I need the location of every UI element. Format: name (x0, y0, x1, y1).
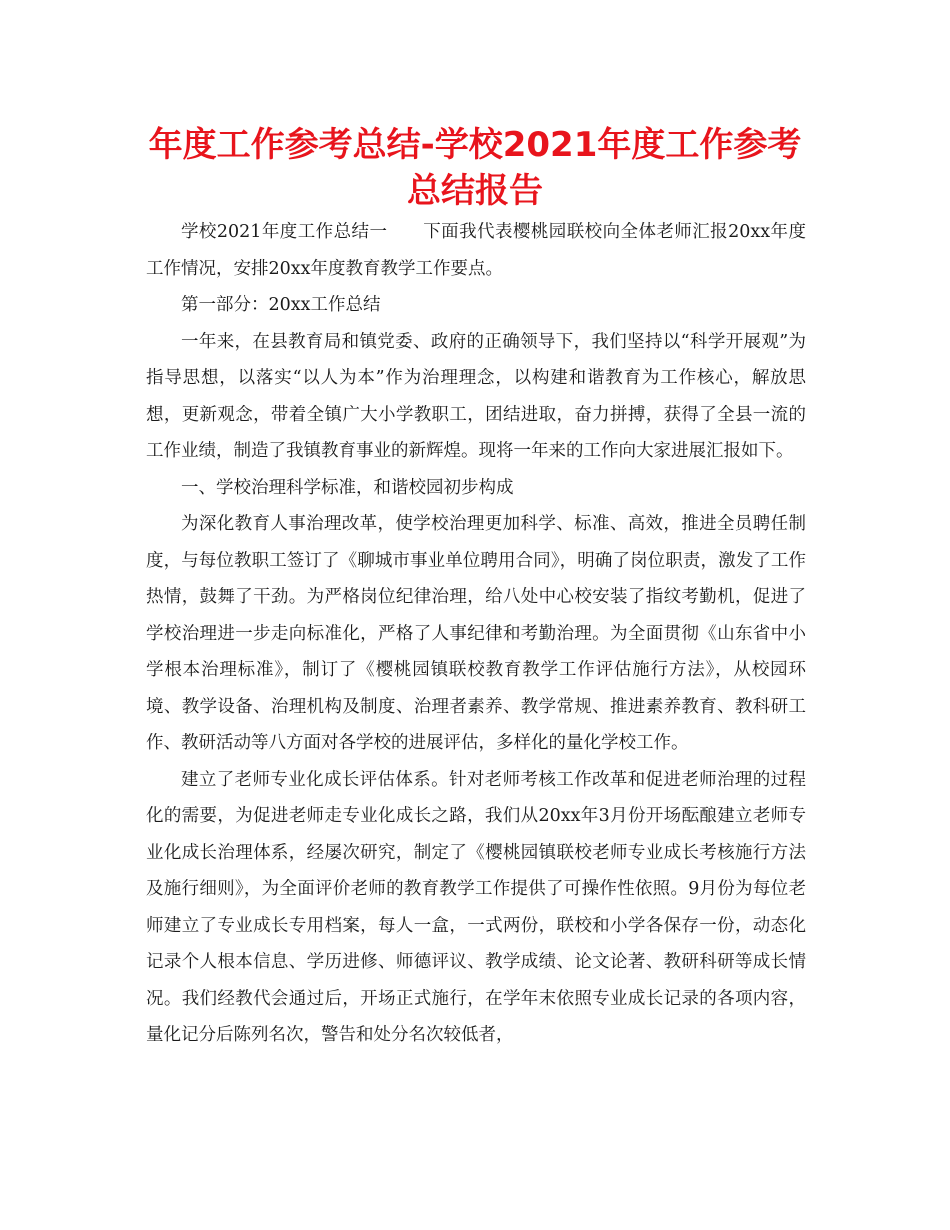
paragraph-teacher-evaluation: 建立了老师专业化成长评估体系。针对老师考核工作改革和促进老师治理的过程化的需要，为促进老师走专业化成长之路，我们从20xx年3月份开场酝酿建立老师专业化成长治理体系，经屡次研究，制定了《樱桃园镇联校老师专业成长考核施行方法及施行细则》，为全面评价老师的教育教学工作提供了可操作性依照。9月份为每位老师建立了专业成长专用档案，每人一盒，一式两份，联校和小学各保存一份，动态化记录个人根本信息、学历进修、师德评议、教学成绩、论文论著、教研科研等成长情况。我们经教代会通过后，开场正式施行，在学年末依照专业成长记录的各项内容，量化记分后陈列名次，警告和处分名次较低者， (146, 769, 806, 1045)
paragraph-section-one-heading: 一、学校治理科学标准，和谐校园初步构成 (181, 477, 514, 498)
paragraph-intro: 学校2021年度工作总结一 下面我代表樱桃园联校向全体老师汇报20xx年度工作情况，安排20xx年度教育教学工作要点。 (146, 222, 806, 279)
document-body (146, 214, 806, 1054)
paragraph-overview: 一年来，在县教育局和镇党委、政府的正确领导下，我们坚持以“科学开展观”为指导思想，以落实“以人为本”作为治理理念，以构建和谐教育为工作核心，解放思想，更新观念，带着全镇广大小学教职工，团结进取，奋力拼搏，获得了全县一流的工作业绩，制造了我镇教育事业的新辉煌。现将一年来的工作向大家进展汇报如下。 (146, 331, 806, 461)
document-title: 年度工作参考总结-学校2021年度工作参考总结报告 (148, 125, 802, 211)
paragraph-part-one-heading: 第一部分：20xx工作总结 (181, 295, 381, 315)
paragraph-management-reform: 为深化教育人事治理改革，使学校治理更加科学、标准、高效，推进全员聘任制度，与每位教职工签订了《聊城市事业单位聘用合同》，明确了岗位职责，激发了工作热情，鼓舞了干劲。为严格岗位纪律治理，给八处中心校安装了指纹考勤机，促进了学校治理进一步走向标准化，严格了人事纪律和考勤治理。为全面贯彻《山东省中小学根本治理标准》，制订了《樱桃园镇联校教育教学工作评估施行方法》，从校园环境、教学设备、治理机构及制度、治理者素养、教学常规、推进素养教育、教科研工作、教研活动等八方面对各学校的进展评估，多样化的量化学校工作。 (146, 514, 806, 753)
